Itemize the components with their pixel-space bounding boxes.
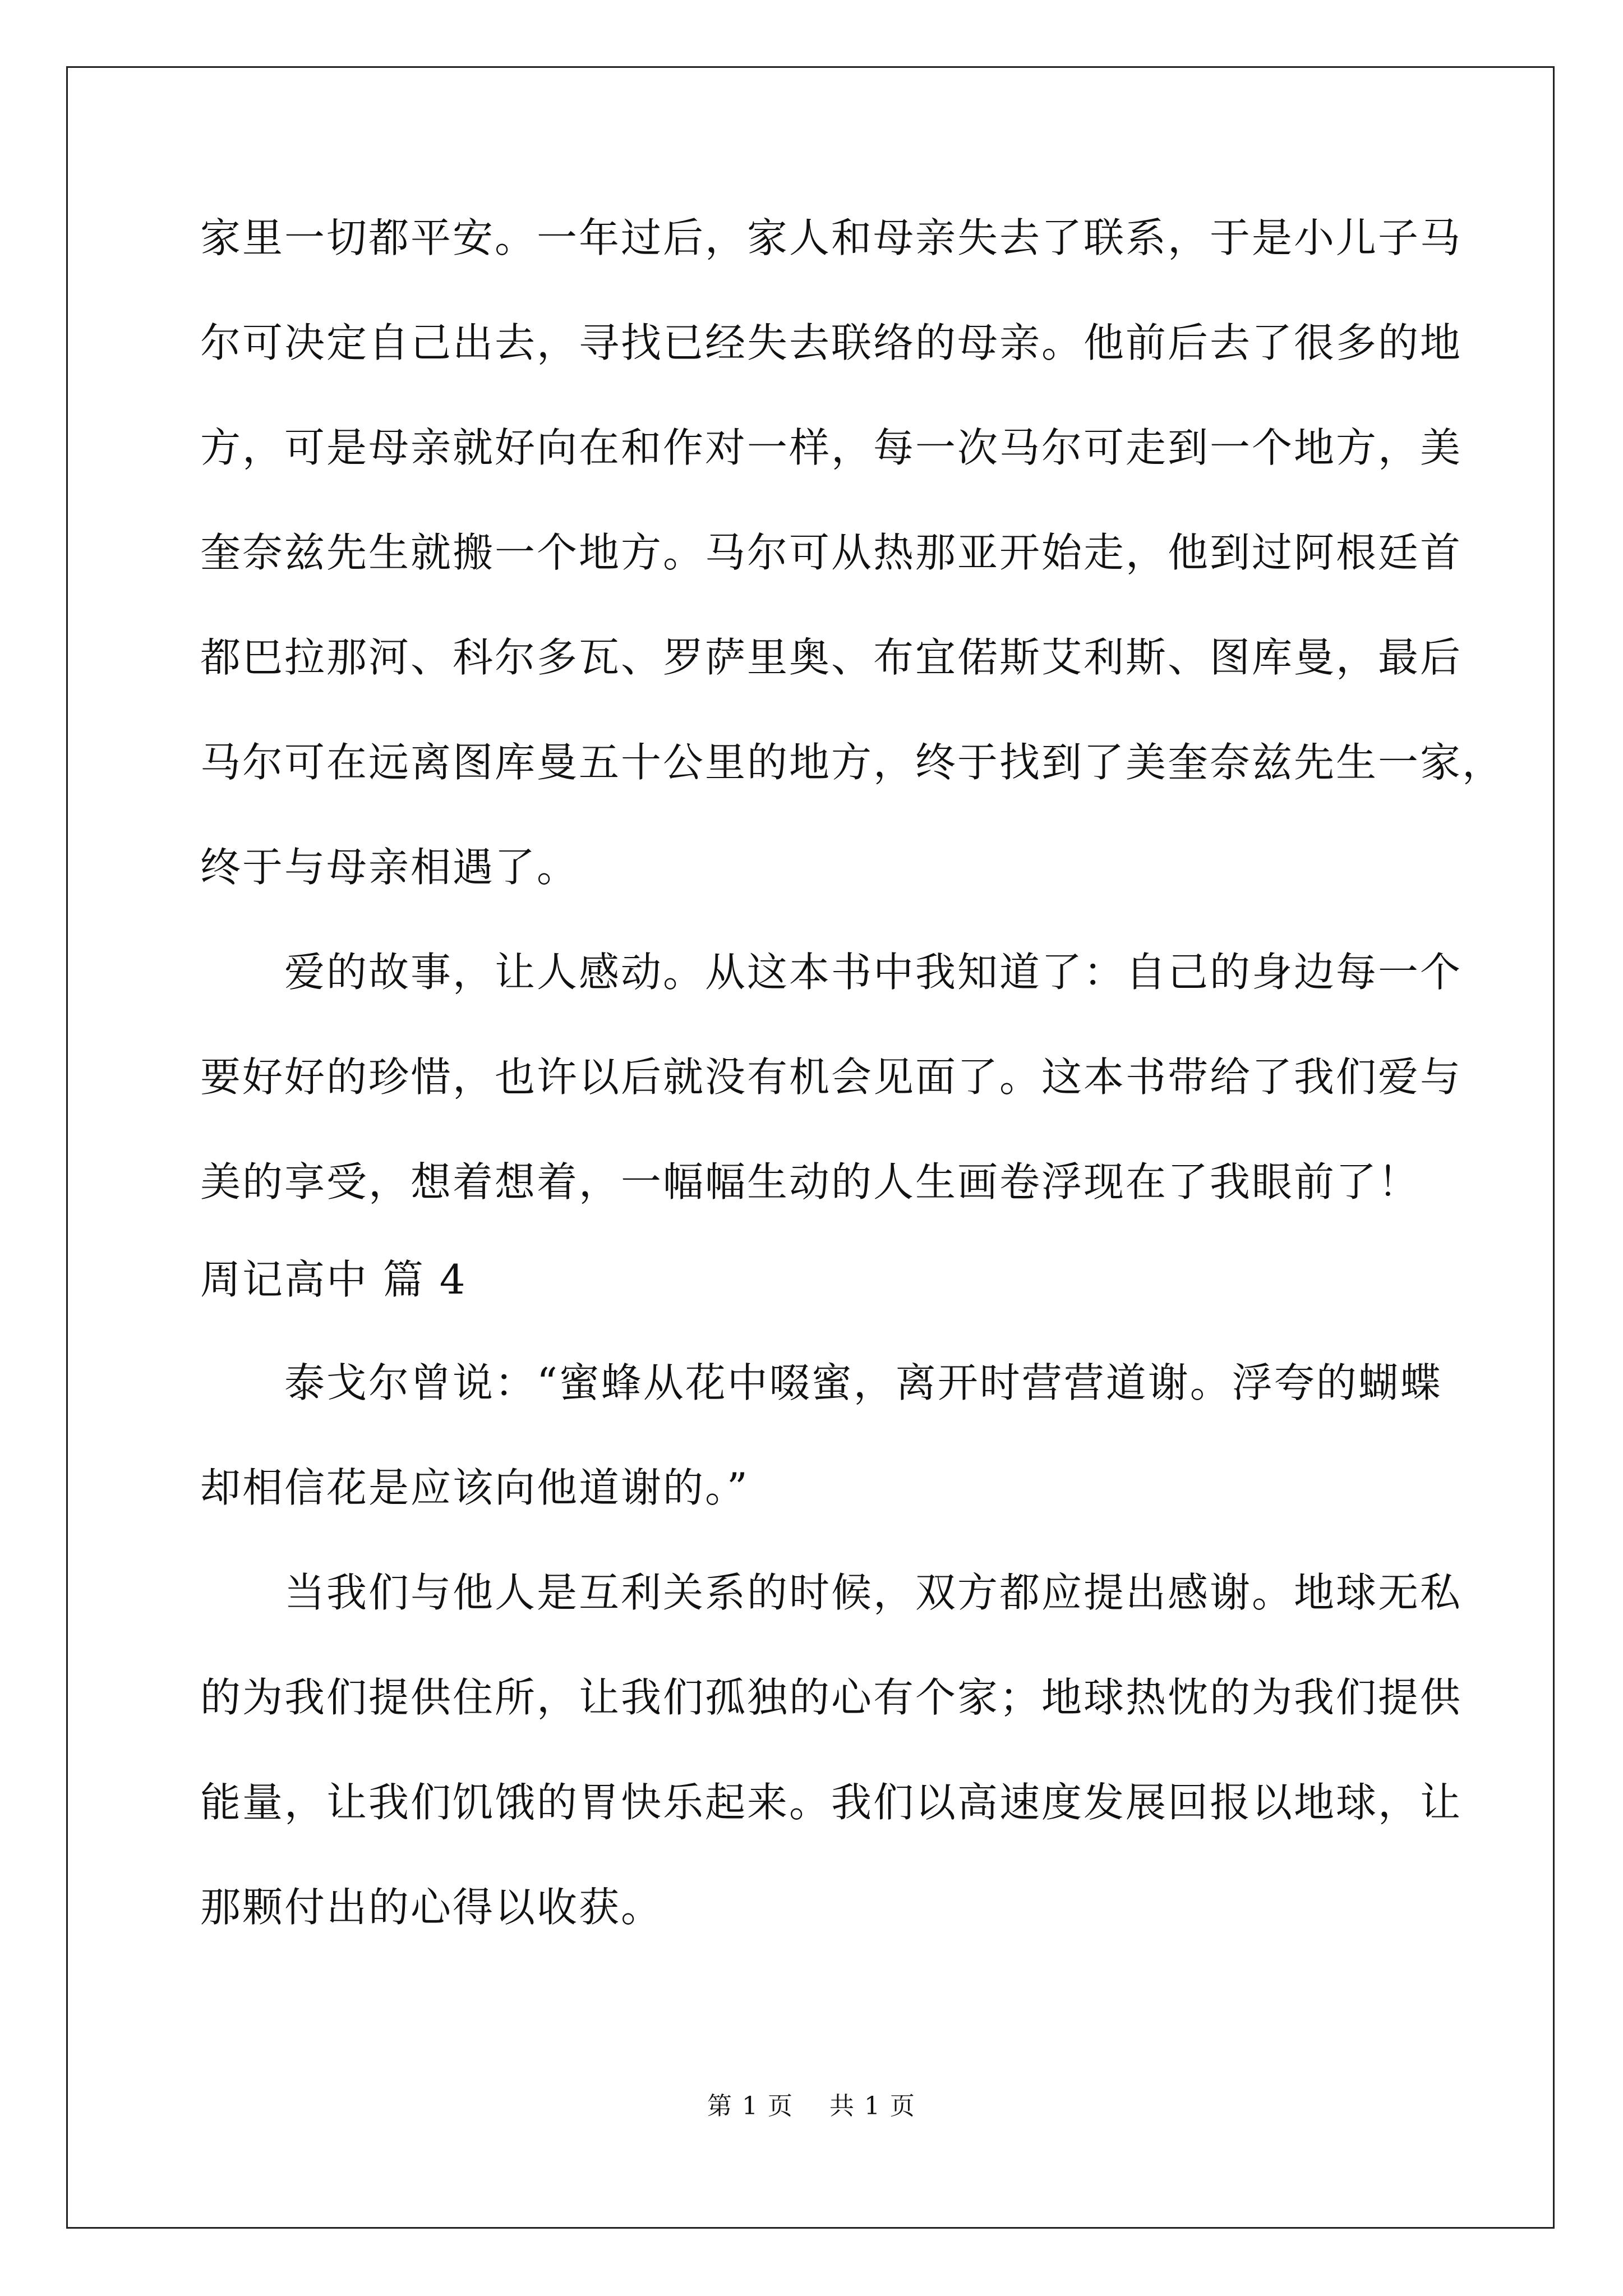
section-heading: 周记高中 篇 4 xyxy=(200,1256,467,1303)
paragraph-start-line: 爱的故事，让人感动。从这本书中我知道了：自己的身边每一个 xyxy=(284,949,1463,996)
text-line: 尔可决定自己出去，寻找已经失去联络的母亲。他前后去了很多的地 xyxy=(200,319,1463,366)
text-line: 那颗付出的心得以收获。 xyxy=(200,1884,663,1931)
text-line: 美的享受，想着想着，一幅幅生动的人生画卷浮现在了我眼前了！ xyxy=(200,1158,1421,1205)
text-line: 能量，让我们饥饿的胃快乐起来。我们以高速度发展回报以地球，让 xyxy=(200,1779,1463,1826)
text-line: 要好好的珍惜，也许以后就没有机会见面了。这本书带给了我们爱与 xyxy=(200,1053,1463,1101)
text-line: 马尔可在远离图库曼五十公里的地方，终于找到了美奎奈兹先生一家， xyxy=(200,739,1505,786)
text-line: 奎奈兹先生就搬一个地方。马尔可从热那亚开始走，他到过阿根廷首 xyxy=(200,529,1463,576)
text-line: 的为我们提供住所，让我们孤独的心有个家；地球热忱的为我们提供 xyxy=(200,1674,1463,1721)
page-number-footer: 第 1 页 共 1 页 xyxy=(707,2092,916,2120)
text-line: 都巴拉那河、科尔多瓦、罗萨里奥、布宜偌斯艾利斯、图库曼，最后 xyxy=(200,634,1463,681)
text-line: 终于与母亲相遇了。 xyxy=(200,844,579,891)
paragraph-start-line: 当我们与他人是互利关系的时候，双方都应提出感谢。地球无私 xyxy=(284,1569,1463,1616)
paragraph-start-line: 泰戈尔曾说：“蜜蜂从花中啜蜜，离开时营营道谢。浮夸的蝴蝶 xyxy=(284,1359,1442,1406)
text-line: 方，可是母亲就好向在和作对一样，每一次马尔可走到一个地方，美 xyxy=(200,424,1463,471)
text-line: 家里一切都平安。一年过后，家人和母亲失去了联系，于是小儿子马 xyxy=(200,214,1463,261)
text-line: 却相信花是应该向他道谢的。” xyxy=(200,1464,749,1511)
